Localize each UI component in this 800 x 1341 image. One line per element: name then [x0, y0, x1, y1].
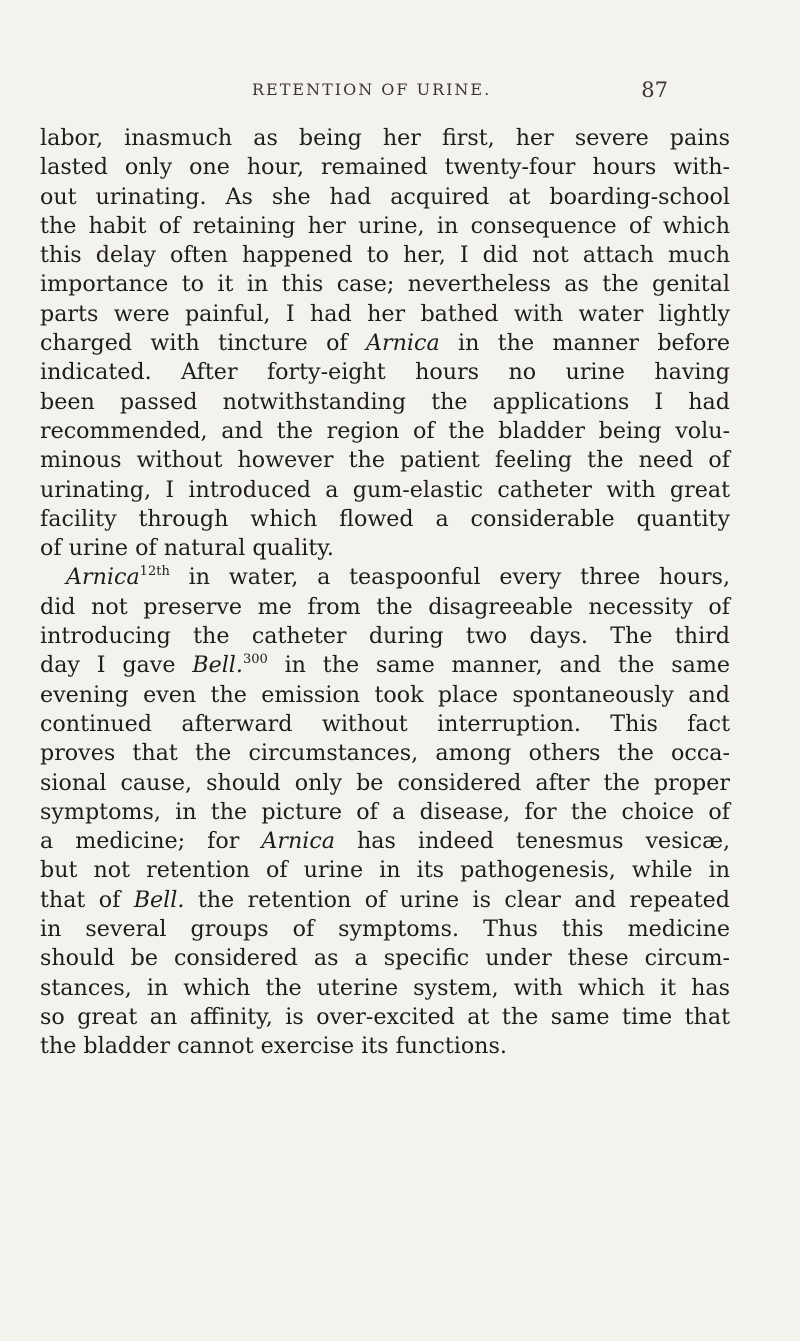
- remedy-name-arnica: Arnica: [66, 564, 140, 591]
- text-line: importance to it in this case; nevertheless as the genital: [40, 271, 730, 298]
- remedy-name-bell: Bell.: [133, 886, 185, 913]
- text-run: in water, a teaspoonful every three hours,: [169, 564, 730, 591]
- text-line: should be considered as a specific under these circum-: [40, 945, 730, 972]
- text-line: been passed notwithstanding the applications I had: [40, 388, 730, 415]
- text-run: the retention of urine is clear and repeated: [184, 886, 730, 913]
- text-line: lasted only one hour, remained twenty-four hours with-: [40, 154, 730, 181]
- text-line: did not preserve me from the disagreeable necessity of: [40, 593, 730, 620]
- text-run: day I gave: [40, 652, 193, 679]
- text-line: out urinating. As she had acquired at boarding-school: [40, 183, 730, 210]
- text-line: indicated. After forty-eight hours no urine having: [40, 359, 730, 386]
- text-line: this delay often happened to her, I did not attach much: [40, 242, 730, 269]
- text-line: the bladder cannot exercise its functions.: [40, 1033, 507, 1060]
- text-line: the habit of retaining her urine, in consequence of which: [40, 212, 730, 239]
- text-line: [40, 651, 730, 680]
- text-line: symptoms, in the picture of a disease, for the choice of: [40, 798, 730, 825]
- text-run: charged with tincture of: [40, 330, 366, 357]
- text-run: in the same manner, and the same: [267, 652, 730, 679]
- text-line: stances, in which the uterine system, with which it has: [40, 974, 730, 1001]
- page-number: 87: [641, 78, 668, 102]
- text-line: continued afterward without interruption. This fact: [40, 710, 730, 737]
- text-line: [40, 329, 730, 358]
- text-line: introducing the catheter during two days. The third: [40, 623, 730, 650]
- potency-superscript: 12th: [139, 564, 170, 580]
- text-run: a medicine; for: [40, 828, 262, 855]
- running-title: RETENTION OF URINE.: [252, 80, 492, 99]
- text-line: [40, 886, 730, 915]
- text-line: parts were painful, I had her bathed with water lightly: [40, 300, 730, 327]
- remedy-name-arnica: Arnica: [261, 828, 335, 855]
- text-line: [40, 827, 730, 856]
- text-line: evening even the emission took place spontaneously and: [40, 681, 730, 708]
- text-line: facility through which flowed a considerable quantity: [40, 505, 730, 532]
- text-line: proves that the circumstances, among others the occa-: [40, 740, 730, 767]
- remedy-name-bell: Bell.: [192, 652, 243, 679]
- text-line: minous without however the patient feeling the need of: [40, 447, 730, 474]
- potency-superscript: 300: [242, 652, 268, 668]
- text-run: that of: [40, 886, 134, 913]
- text-line: urinating, I introduced a gum-elastic catheter with great: [40, 476, 730, 503]
- running-header: [0, 80, 800, 110]
- text-line: of urine of natural quality.: [40, 535, 334, 562]
- text-line: so great an affinity, is over-excited at the same time that: [40, 1003, 730, 1030]
- text-line: sional cause, should only be considered after the proper: [40, 769, 730, 796]
- text-line: [40, 563, 730, 592]
- text-run: in the manner before: [439, 330, 730, 357]
- text-run: has indeed tenesmus vesicæ,: [334, 828, 731, 855]
- text-line: but not retention of urine in its pathogenesis, while in: [40, 857, 730, 884]
- remedy-name-arnica: Arnica: [366, 330, 440, 357]
- paragraph-2: [40, 563, 730, 1061]
- text-line: in several groups of symptoms. Thus this medicine: [40, 916, 730, 943]
- text-line: labor, inasmuch as being her first, her severe pains: [40, 125, 730, 151]
- body-text: [40, 124, 730, 1062]
- paragraph-1: [40, 124, 730, 563]
- text-line: recommended, and the region of the bladder being volu-: [40, 417, 730, 444]
